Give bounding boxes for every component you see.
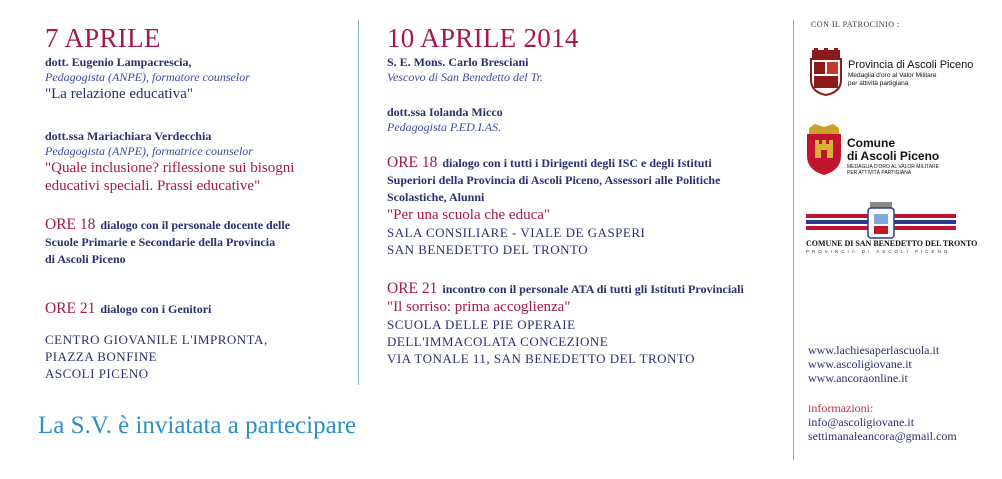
speaker-name: dott. Eugenio Lampacrescia, [45, 55, 192, 69]
session-time: ORE 18 [387, 154, 438, 171]
link-ascoligiovane[interactable]: www.ascoligiovane.it [808, 357, 912, 371]
col1-session-18 [45, 216, 290, 268]
website-links [808, 343, 939, 385]
session-time: ORE 18 [45, 216, 96, 233]
speaker-role: Vescovo di San Benedetto del Tr. [387, 70, 543, 84]
sidebar-divider [793, 20, 794, 460]
comune-sub1: MEDAGLIA D'ORO AL VALOR MILITARE [847, 164, 939, 170]
comune-title2: di Ascoli Piceno [847, 149, 940, 163]
col2-session-21 [387, 280, 744, 367]
venue-line3: ASCOLI PICENO [45, 366, 149, 381]
speaker-role: Pedagogista (ANPE), formatrice counselor [45, 144, 253, 158]
speaker-role: Pedagogista P.ED.I.AS. [387, 120, 502, 134]
comune-ascoli-logo [805, 124, 985, 184]
venue-line1: CENTRO GIOVANILE L'IMPRONTA, [45, 332, 268, 347]
invitation-text: La S.V. è inviatata a partecipare [38, 412, 357, 439]
col1-session-21 [45, 300, 211, 318]
provincia-sub1: Medaglia d'oro al Valor Militare [848, 72, 937, 79]
col2-session-18 [387, 154, 720, 258]
session-desc-line1: dialogo con il personale docente delle [100, 218, 291, 232]
session-desc-line3: di Ascoli Piceno [45, 252, 126, 266]
session-desc-line1: incontro con il personale ATA di tutti gli Istituti Provinciali [442, 282, 744, 296]
speaker-name: dott.ssa Iolanda Micco [387, 105, 503, 119]
speaker-role: Pedagogista (ANPE), formatore counselor [45, 70, 250, 84]
comune-title1: Comune [847, 136, 895, 150]
col1-speaker2 [45, 129, 294, 195]
sbt-banner-icon [806, 200, 956, 240]
session-desc-line2: Scuole Primarie e Secondarie della Provincia [45, 235, 276, 249]
session-desc-line1: dialogo con i tutti i Dirigenti degli ISC e degli Istituti [442, 156, 712, 170]
date-10-aprile: 10 APRILE 2014 [387, 23, 579, 53]
col2-speaker2 [387, 105, 503, 135]
date-7-aprile: 7 APRILE [45, 23, 161, 53]
session-desc-line3: Scolastiche, Alunni [387, 190, 485, 204]
link-ancoraonline[interactable]: www.ancoraonline.it [808, 371, 908, 385]
location-line2: DELL'IMMACOLATA CONCEZIONE [387, 334, 609, 349]
link-lachiesaperlascuola[interactable]: www.lachiesaperlascuola.it [808, 343, 940, 357]
location-line1: SALA CONSILIARE - VIALE DE GASPERI [387, 225, 646, 240]
talk-title-line1: "Quale inclusione? riflessione sui bisogni [45, 160, 295, 176]
speaker-name: S. E. Mons. Carlo Bresciani [387, 55, 529, 69]
email-info[interactable]: info@ascoligiovane.it [808, 415, 915, 429]
sbt-title: COMUNE DI SAN BENEDETTO DEL TRONTO [806, 239, 978, 248]
col2-speaker1 [387, 55, 543, 85]
comune-crest-icon [805, 124, 843, 176]
email-settimanale[interactable]: settimanaleancora@gmail.com [808, 429, 957, 443]
sbt-sub: PROVINCIA DI ASCOLI PICENO [806, 249, 951, 254]
session-desc-line1: dialogo con i Genitori [100, 302, 212, 316]
provincia-crest-icon [808, 48, 844, 96]
session-time: ORE 21 [387, 280, 438, 297]
location-line3: VIA TONALE 11, SAN BENEDETTO DEL TRONTO [387, 351, 696, 366]
session-time: ORE 21 [45, 300, 96, 317]
provincia-title: Provincia di Ascoli Piceno [848, 59, 974, 71]
contact-info [808, 401, 957, 443]
patronage-label: CON IL PATROCINIO : [811, 20, 900, 29]
location-line2: SAN BENEDETTO DEL TRONTO [387, 242, 589, 257]
col1-venue [45, 331, 268, 382]
speaker-name: dott.ssa Mariachiara Verdecchia [45, 129, 212, 143]
talk-title: "La relazione educativa" [45, 86, 193, 102]
talk-title-line2: educativi speciali. Prassi educative" [45, 178, 261, 194]
talk-title: "Per una scuola che educa" [387, 207, 551, 223]
talk-title: "Il sorriso: prima accoglienza" [387, 299, 571, 315]
provincia-logo [808, 48, 988, 100]
session-desc-line2: Superiori della Provincia di Ascoli Piceno, Assessori alle Politiche [387, 173, 721, 187]
col1-speaker1 [45, 55, 250, 103]
venue-line2: PIAZZA BONFINE [45, 349, 158, 364]
comune-sub2: PER ATTIVITÀ PARTIGIANA [847, 170, 912, 176]
info-label: informazioni: [808, 401, 874, 415]
location-line1: SCUOLA DELLE PIE OPERAIE [387, 317, 576, 332]
provincia-sub2: per attività partigiana [848, 80, 909, 87]
column-divider [358, 20, 359, 385]
comune-sbt-logo [806, 200, 978, 260]
